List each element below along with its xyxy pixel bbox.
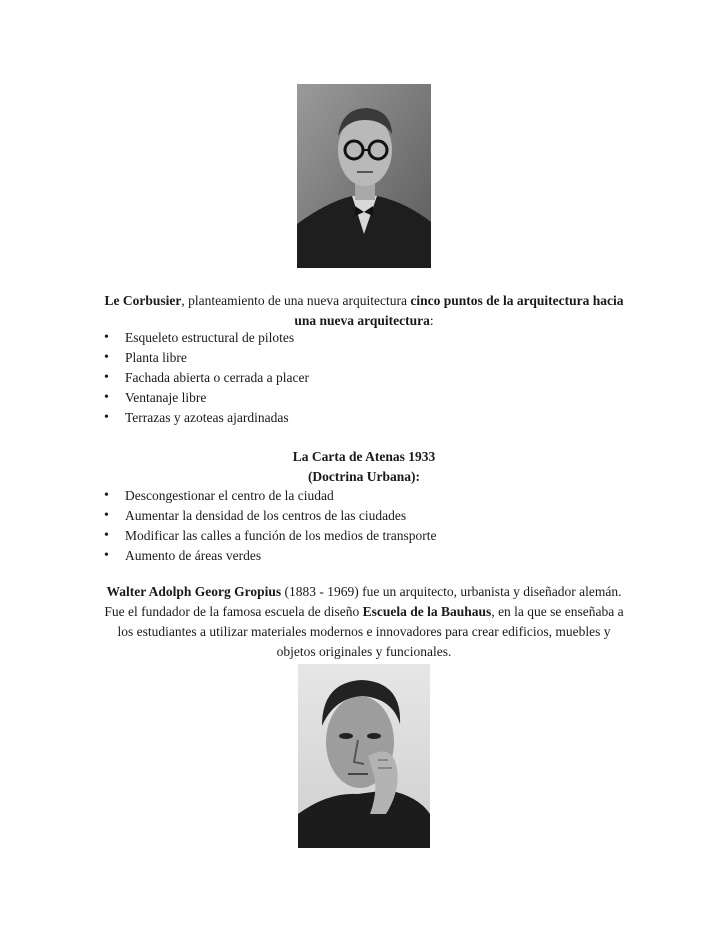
carta-atenas-subtitle: (Doctrina Urbana): [307,469,421,484]
bullet-icon: • [104,488,109,503]
list-item [88,546,640,566]
gropius-paragraph [88,582,640,662]
intro-text: , planteamiento de una nueva arquitectura [181,293,411,308]
bullet-icon: • [104,390,109,405]
bullet-icon: • [104,508,109,523]
gropius-portrait [298,664,430,848]
bullet-icon: • [104,370,109,385]
le-corbusier-name: Le Corbusier [104,293,182,308]
list-item-text: Descongestionar el centro de la ciudad [125,488,334,503]
corbusier-points-list [88,328,640,428]
intro-bold-line2: una nueva arquitectura [294,313,430,328]
gropius-line3: los estudiantes a utilizar materiales modernos e innovadores para crear edificios, muebles y [117,624,611,639]
list-item-text: Ventanaje libre [125,390,207,405]
carta-atenas-title: La Carta de Atenas 1933 [292,449,436,464]
list-item [88,526,640,546]
gropius-line4: objetos originales y funcionales. [276,644,452,659]
gropius-line2a: Fue el fundador de la famosa escuela de diseño [104,604,363,619]
list-item [88,348,640,368]
carta-atenas-heading [88,447,640,487]
atenas-points-list [88,486,640,566]
list-item [88,388,640,408]
intro-bold-line1: cinco puntos de la arquitectura hacia [410,293,624,308]
bullet-icon: • [104,410,109,425]
list-item-text: Terrazas y azoteas ajardinadas [125,410,289,425]
bullet-icon: • [104,528,109,543]
bullet-icon: • [104,350,109,365]
intro-colon: : [429,313,434,328]
corbusier-intro-paragraph [88,291,640,331]
list-item-text: Esqueleto estructural de pilotes [125,330,295,345]
gropius-line1: (1883 - 1969) fue un arquitecto, urbanista y diseñador alemán. [281,584,622,599]
list-item-text: Fachada abierta o cerrada a placer [125,370,309,385]
list-item [88,506,640,526]
gropius-line2b: , en la que se enseñaba a [491,604,624,619]
list-item-text: Aumentar la densidad de los centros de las ciudades [125,508,407,523]
list-item-text: Planta libre [125,350,187,365]
list-item [88,486,640,506]
bauhaus-name: Escuela de la Bauhaus [362,604,492,619]
bullet-icon: • [104,330,109,345]
list-item-text: Modificar las calles a función de los medios de transporte [125,528,437,543]
list-item-text: Aumento de áreas verdes [125,548,262,563]
list-item [88,408,640,428]
le-corbusier-portrait [297,84,431,268]
bullet-icon: • [104,548,109,563]
list-item [88,328,640,348]
gropius-name: Walter Adolph Georg Gropius [106,584,282,599]
list-item [88,368,640,388]
